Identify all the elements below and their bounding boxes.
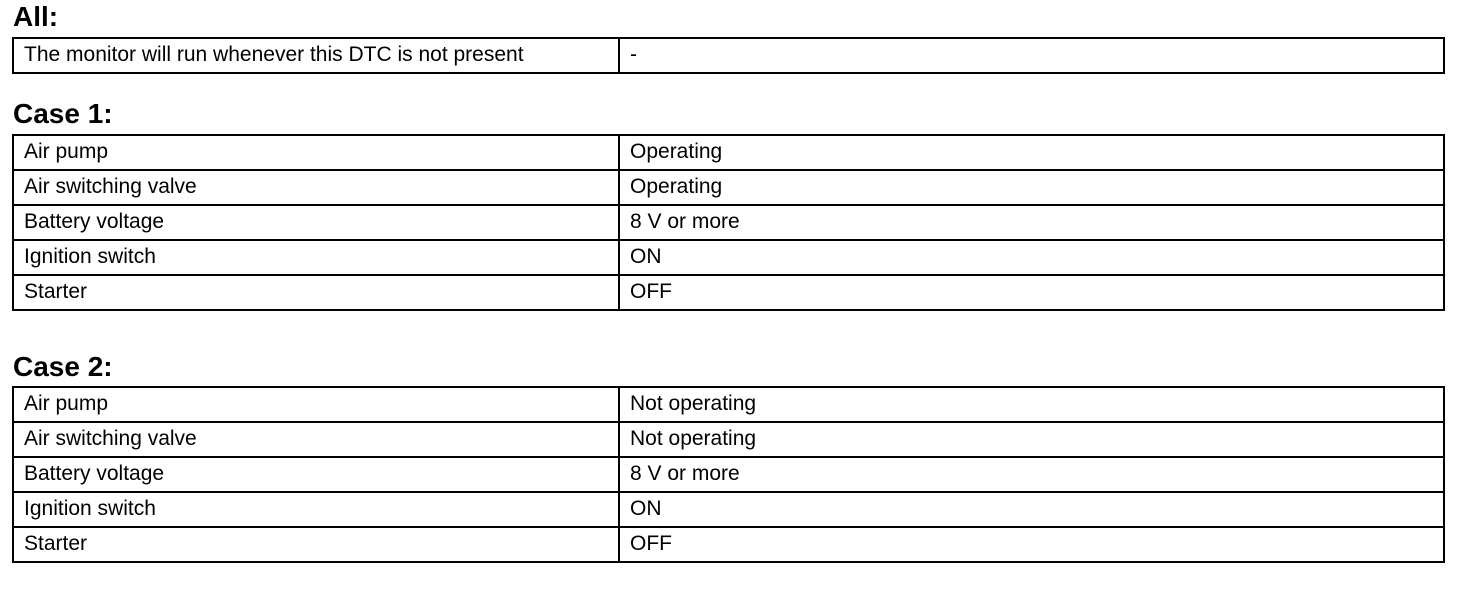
table-row: [13, 205, 1444, 240]
parameter-cell: Air pump: [13, 387, 619, 422]
conditions-table-case-1: [12, 134, 1445, 311]
table-row: [13, 240, 1444, 275]
table-row: [13, 527, 1444, 562]
conditions-table-all: [12, 37, 1445, 74]
parameter-cell: Air pump: [13, 135, 619, 170]
value-cell: -: [619, 38, 1444, 73]
parameter-cell: Ignition switch: [13, 240, 619, 275]
parameter-cell: Ignition switch: [13, 492, 619, 527]
table-row: [13, 422, 1444, 457]
parameter-cell: The monitor will run whenever this DTC is not present: [13, 38, 619, 73]
parameter-cell: Air switching valve: [13, 170, 619, 205]
value-cell: OFF: [619, 275, 1444, 310]
table-row: [13, 457, 1444, 492]
table-row: [13, 275, 1444, 310]
value-cell: ON: [619, 240, 1444, 275]
parameter-cell: Starter: [13, 275, 619, 310]
value-cell: Operating: [619, 170, 1444, 205]
value-cell: 8 V or more: [619, 457, 1444, 492]
table-row: [13, 492, 1444, 527]
table-row: [13, 135, 1444, 170]
parameter-cell: Battery voltage: [13, 457, 619, 492]
value-cell: Not operating: [619, 387, 1444, 422]
section-heading-case-2: Case 2:: [13, 351, 113, 382]
section-heading-all: All:: [13, 1, 59, 32]
value-cell: Not operating: [619, 422, 1444, 457]
value-cell: OFF: [619, 527, 1444, 562]
conditions-table-case-2: [12, 386, 1445, 563]
section-heading-case-1: Case 1:: [13, 98, 113, 129]
parameter-cell: Air switching valve: [13, 422, 619, 457]
value-cell: 8 V or more: [619, 205, 1444, 240]
table-row: [13, 38, 1444, 73]
parameter-cell: Starter: [13, 527, 619, 562]
value-cell: ON: [619, 492, 1444, 527]
parameter-cell: Battery voltage: [13, 205, 619, 240]
table-row: [13, 387, 1444, 422]
value-cell: Operating: [619, 135, 1444, 170]
table-row: [13, 170, 1444, 205]
